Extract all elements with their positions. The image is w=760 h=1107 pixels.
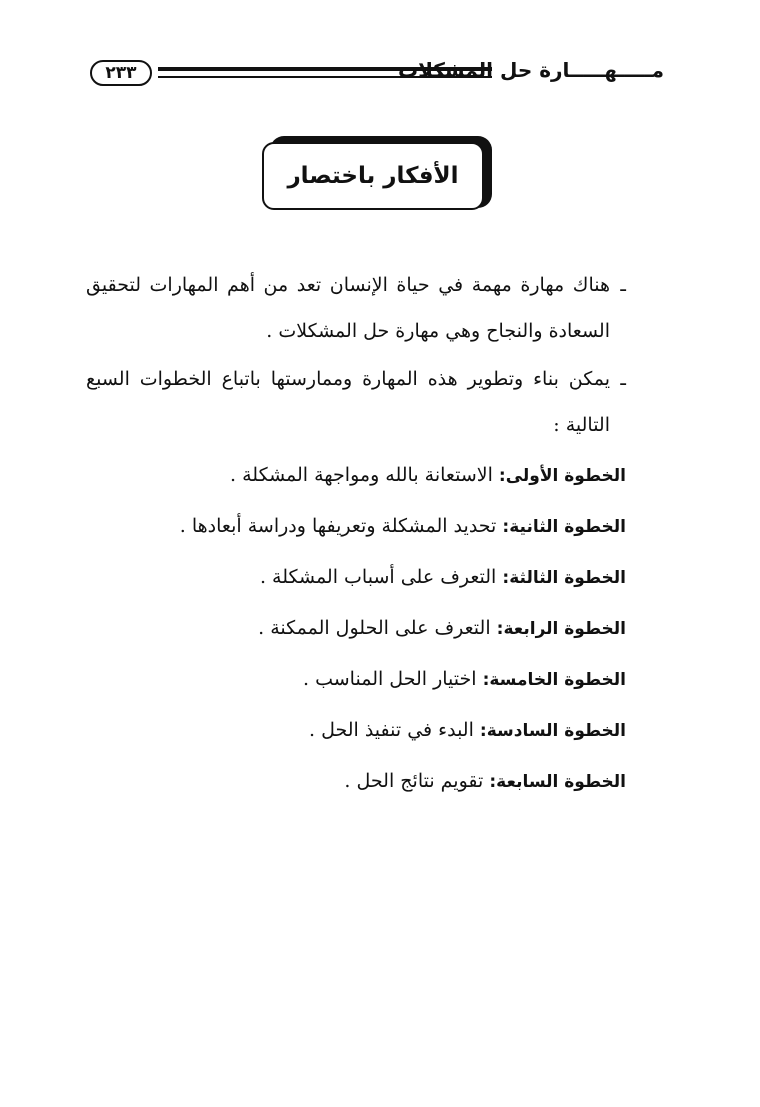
step-label: الخطوة السادسة: xyxy=(479,721,626,741)
paragraph-text: هناك مهارة مهمة في حياة الإنسان تعد من أهم المهارات لتحقيق السعادة والنجاح وهي مهارة حل المشكلات . xyxy=(86,274,610,342)
step-label: الخطوة الخامسة: xyxy=(482,670,626,690)
step-text: التعرف على أسباب المشكلة . xyxy=(259,566,497,588)
step-5 xyxy=(86,654,626,705)
section-title: الأفكار باختصار xyxy=(262,142,484,210)
step-6 xyxy=(86,705,626,756)
step-7 xyxy=(86,756,626,807)
step-1 xyxy=(86,450,626,501)
step-text: تقويم نتائج الحل . xyxy=(344,770,484,792)
step-2 xyxy=(86,501,626,552)
step-label: الخطوة السابعة: xyxy=(489,772,626,792)
running-header xyxy=(84,58,674,98)
step-text: اختيار الحل المناسب . xyxy=(303,668,477,690)
paragraph-text: يمكن بناء وتطوير هذه المهارة وممارستها باتباع الخطوات السبع التالية : xyxy=(86,368,610,436)
step-label: الخطوة الرابعة: xyxy=(496,619,626,639)
steps-list xyxy=(86,450,626,807)
step-3 xyxy=(86,552,626,603)
step-text: تحديد المشكلة وتعريفها ودراسة أبعادها . xyxy=(179,515,497,537)
step-text: الاستعانة بالله ومواجهة المشكلة . xyxy=(230,464,493,486)
step-label: الخطوة الأولى: xyxy=(498,466,626,486)
section-title-box xyxy=(262,136,488,210)
step-text: التعرف على الحلول الممكنة . xyxy=(258,617,491,639)
page-number: ٢٣٣ xyxy=(90,60,152,86)
step-label: الخطوة الثانية: xyxy=(502,517,626,537)
bullet-paragraph-2 xyxy=(86,356,626,448)
step-label: الخطوة الثالثة: xyxy=(502,568,626,588)
bullet-paragraph-1 xyxy=(86,262,626,354)
step-4 xyxy=(86,603,626,654)
running-title: مـــــهـــــارة حل المشكلات xyxy=(397,58,664,82)
page-content xyxy=(86,262,626,807)
bullet-dash: ـ xyxy=(620,274,626,296)
step-text: البدء في تنفيذ الحل . xyxy=(308,719,474,741)
bullet-dash: ـ xyxy=(620,368,626,390)
